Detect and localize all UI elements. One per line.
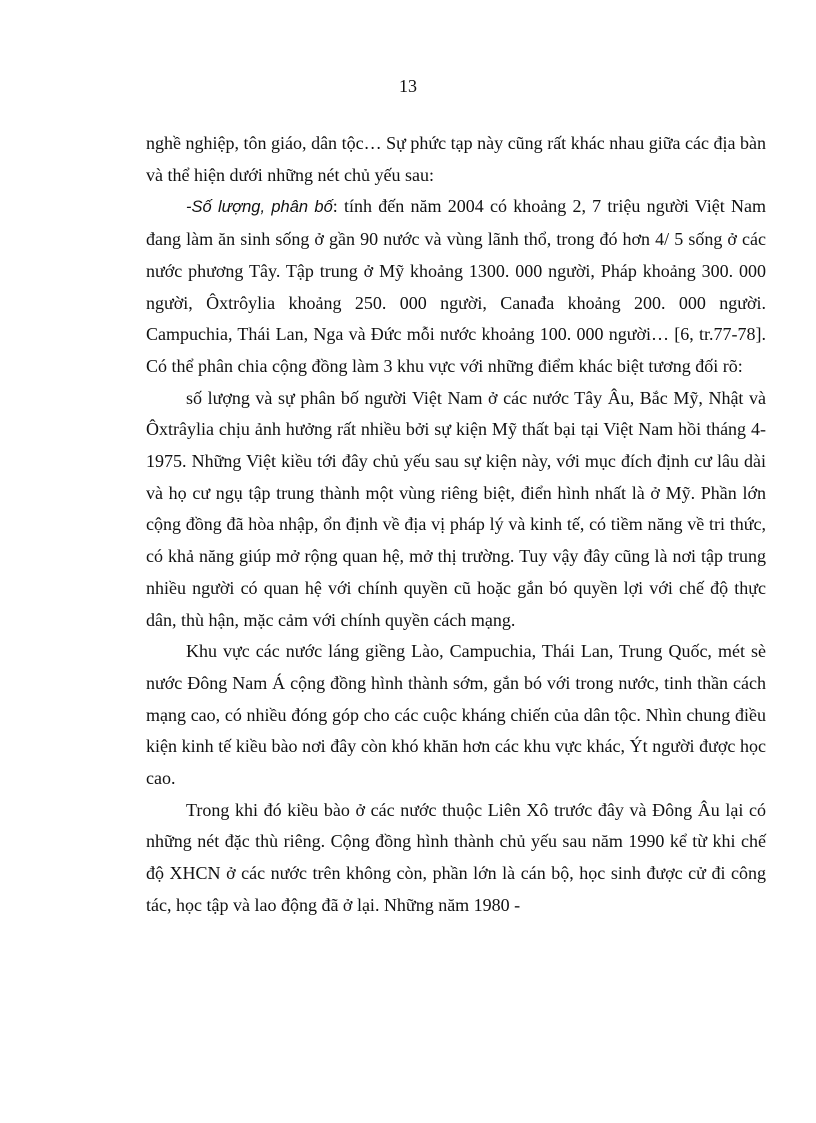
page-number: 13 [399, 76, 417, 96]
paragraph-2-text: : tính đến năm 2004 có khoảng 2, 7 triệu người Việt Nam đang làm ăn sinh sống ở gần 90 nước và vùng lãnh thổ, trong đó hơn 4/ 5 sống ở các nước phương Tây. Tập trung ở Mỹ khoảng 1300. 000 người, Pháp khoảng 300. 000 người, Ôxtrôylia khoảng 250. 000 người, Canađa khoảng 200. 000 người. Campuchia, Thái Lan, Nga và Đức mỗi nước khoảng 100. 000 người… [6, tr.77-78]. Có thể phân chia cộng đồng làm 3 khu vực với những điểm khác biệt tương đối rõ: [146, 196, 766, 376]
document-body [146, 128, 766, 922]
paragraph-5: Trong khi đó kiều bào ở các nước thuộc Liên Xô trước đây và Đông Âu lại có những nét đặc thù riêng. Cộng đồng hình thành chủ yếu sau năm 1990 kể từ khi chế độ XHCN ở các nước trên không còn, phần lớn là cán bộ, học sinh được cử đi công tác, học tập và lao động đã ở lại. Những năm 1980 - [146, 799, 766, 915]
paragraph-2 [146, 191, 766, 382]
paragraph-3: số lượng và sự phân bố người Việt Nam ở các nước Tây Âu, Bắc Mỹ, Nhật và Ôxtrâylia chịu ảnh hưởng rất nhiều bởi sự kiện Mỹ thất bại tại Việt Nam hồi tháng 4-1975. Những Việt kiều tới đây chủ yếu sau sự kiện này, với mục đích định cư lâu dài và họ cư ngụ tập trung thành một vùng riêng biệt, điển hình nhất là ở Mỹ. Phần lớn cộng đồng đã hòa nhập, ổn định về địa vị pháp lý và kinh tế, có tiềm năng về tri thức, có khả năng giúp mở rộng quan hệ, mở thị trường. Tuy vậy đây cũng là nơi tập trung nhiều người có quan hệ với chính quyền cũ hoặc gắn bó quyền lợi với chế độ thực dân, thù hận, mặc cảm với chính quyền cách mạng. [146, 387, 766, 630]
paragraph-2-lead: -Số lượng, phân bố [186, 198, 333, 217]
paragraph-4: Khu vực các nước láng giềng Lào, Campuchia, Thái Lan, Trung Quốc, mét sè nước Đông Nam Á cộng đồng hình thành sớm, gắn bó với trong nước, tinh thần cách mạng cao, có nhiều đóng góp cho các cuộc kháng chiến của dân tộc. Nhìn chung điều kiện kinh tế kiều bào nơi đây còn khó khăn hơn các khu vực khác, Ýt người được học cao. [146, 641, 766, 789]
paragraph-1: nghề nghiệp, tôn giáo, dân tộc… Sự phức tạp này cũng rất khác nhau giữa các địa bàn và thể hiện dưới những nét chủ yếu sau: [146, 133, 766, 185]
